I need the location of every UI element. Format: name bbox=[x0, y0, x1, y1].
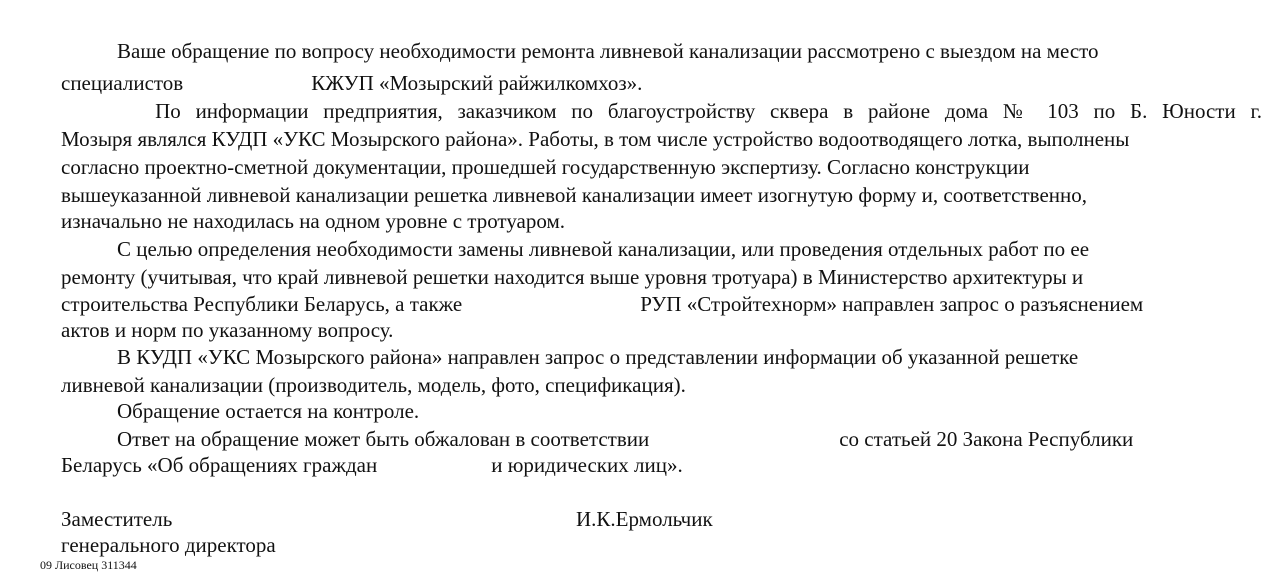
text-segment: со статьей 20 Закона Республики bbox=[839, 427, 1134, 451]
text-segment: специалистов bbox=[61, 71, 184, 95]
text-line: актов и норм по указанному вопросу. bbox=[61, 318, 394, 342]
text-line: В КУДП «УКС Мозырского района» направлен запрос о представлении информации об указанной решетке bbox=[117, 345, 1079, 369]
signatory-name: И.К.Ермольчик bbox=[576, 507, 713, 531]
text-line: Обращение остается на контроле. bbox=[117, 399, 420, 423]
signature-position: Заместитель bbox=[61, 507, 173, 531]
text-line: Ваше обращение по вопросу необходимости ремонта ливневой канализации рассмотрено с выездом на место bbox=[117, 39, 1099, 63]
text-line: ремонту (учитывая, что край ливневой решетки находится выше уровня тротуара) в Министерство архитектуры и bbox=[61, 265, 1084, 289]
text-line: изначально не находилась на одном уровне с тротуаром. bbox=[61, 209, 565, 233]
text-segment: и юридических лиц». bbox=[491, 453, 683, 477]
executor-note: 09 Лисовец 311344 bbox=[40, 558, 137, 572]
text-line: С целью определения необходимости замены ливневой канализации, или проведения отдельных работ по ее bbox=[117, 237, 1090, 261]
text-segment: Ответ на обращение может быть обжалован в соответствии bbox=[117, 427, 650, 451]
text-segment: Беларусь «Об обращениях граждан bbox=[61, 453, 378, 477]
text-line: Мозыря являлся КУДП «УКС Мозырского района». Работы, в том числе устройство водоотводящего лотка, выполнены bbox=[61, 127, 1130, 151]
text-line: ливневой канализации (производитель, модель, фото, спецификация). bbox=[61, 373, 686, 397]
text-line: По информации предприятия, заказчиком по благоустройству сквера в районе дома № 103 по Б. Юности г. bbox=[155, 99, 1262, 123]
text-line: согласно проектно-сметной документации, прошедшей государственную экспертизу. Согласно конструкции bbox=[61, 155, 1030, 179]
text-segment: строительства Республики Беларусь, а также bbox=[61, 292, 463, 316]
text-segment: КЖУП «Мозырский райжилкомхоз». bbox=[311, 71, 643, 95]
text-line: вышеуказанной ливневой канализации решетка ливневой канализации имеет изогнутую форму и, соответственно, bbox=[61, 183, 1087, 207]
signature-position: генерального директора bbox=[61, 533, 276, 557]
text-segment: РУП «Стройтехнорм» направлен запрос о разъяснением bbox=[640, 292, 1144, 316]
